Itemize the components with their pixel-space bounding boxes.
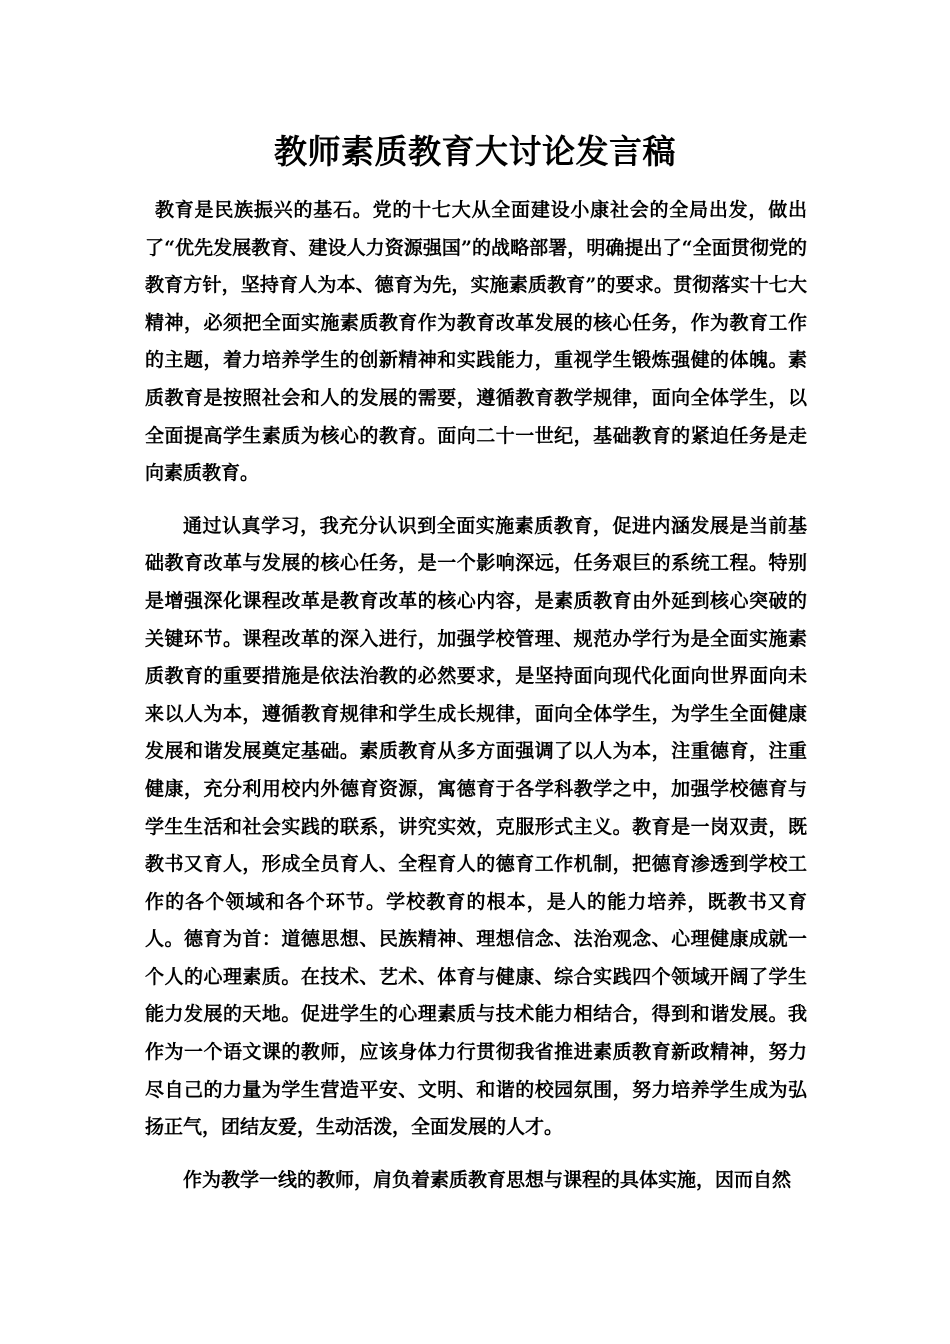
document-body xyxy=(145,192,807,1199)
document-title: 教师素质教育大讨论发言稿 xyxy=(274,132,676,171)
paragraph-3: 作为教学一线的教师，肩负着素质教育思想与课程的具体实施，因而自然 xyxy=(183,1168,792,1191)
paragraph-2: 通过认真学习，我充分认识到全面实施素质教育，促进内涵发展是当前基础教育改革与发展的核心任务，是一个影响深远，任务艰巨的系统工程。特别是增强深化课程改革是教育改革的核心内容，是素质教育由外延到核心突破的关键环节。课程改革的深入进行，加强学校管理、规范办学行为是全面实施素质教育的重要措施是依法治教的必然要求，是坚持面向现代化面向世界面向未来以人为本，遵循教育规律和学生成长规律，面向全体学生，为学生全面健康发展和谐发展奠定基础。素质教育从多方面强调了以人为本，注重德育，注重健康，充分利用校内外德育资源，寓德育于各学科教学之中，加强学校德育与学生生活和社会实践的联系，讲究实效，克服形式主义。教育是一岗双责，既教书又育人，形成全员育人、全程育人的德育工作机制，把德育渗透到学校工作的各个领域和各个环节。学校教育的根本，是人的能力培养，既教书又育人。德育为首：道德思想、民族精神、理想信念、法治观念、心理健康成就一个人的心理素质。在技术、艺术、体育与健康、综合实践四个领域开阔了学生能力发展的天地。促进学生的心理素质与技术能力相结合，得到和谐发展。我作为一个语文课的教师，应该身体力行贯彻我省推进素质教育新政精神，努力尽自己的力量为学生营造平安、文明、和谐的校园氛围，努力培养学生成为弘扬正气，团结友爱，生动活泼，全面发展的人才。 xyxy=(145,514,807,1139)
paragraph-1: 教育是民族振兴的基石。党的十七大从全面建设小康社会的全局出发，做出了“优先发展教育、建设人力资源强国”的战略部署，明确提出了“全面贯彻党的教育方针，坚持育人为本、德育为先，实施素质教育”的要求。贯彻落实十七大精神，必须把全面实施素质教育作为教育改革发展的核心任务，作为教育工作的主题，着力培养学生的创新精神和实践能力，重视学生锻炼强健的体魄。素质教育是按照社会和人的发展的需要，遵循教育教学规律，面向全体学生，以全面提高学生素质为核心的教育。面向二十一世纪，基础教育的紧迫任务是走向素质教育。 xyxy=(145,199,807,485)
